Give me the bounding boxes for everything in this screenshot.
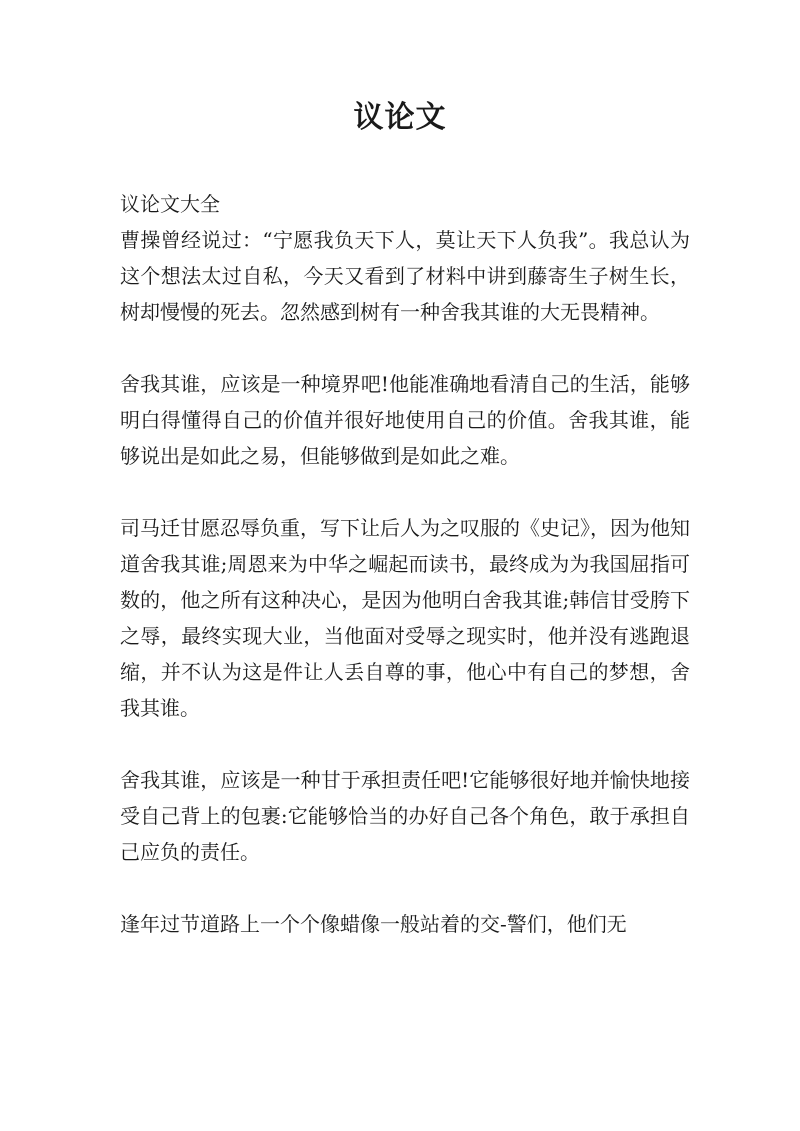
paragraph-3: 司马迁甘愿忍辱负重，写下让后人为之叹服的《史记》，因为他知道舍我其谁;周恩来为中华之崛起而读书，最终成为为我国屈指可数的，他之所有这种决心，是因为他明白舍我其谁;韩信甘受胯下之辱，最终实现大业，当他面对受辱之现实时，他并没有逃跑退缩，并不认为这是件让人丢自尊的事，他心中有自己的梦想，舍我其谁。: [120, 516, 690, 720]
paragraph-1: 曹操曾经说过：“宁愿我负天下人，莫让天下人负我”。我总认为这个想法太过自私，今天又看到了材料中讲到藤寄生子树生长，树却慢慢的死去。忽然感到树有一种舍我其谁的大无畏精神。: [120, 228, 690, 324]
paragraph-2: 舍我其谁，应该是一种境界吧!他能准确地看清自己的生活，能够明白得懂得自己的价值并很好地使用自己的价值。舍我其谁，能够说出是如此之易，但能够做到是如此之难。: [120, 372, 690, 468]
document-subtitle: 议论文大全: [120, 192, 220, 216]
paragraph-5: 逢年过节道路上一个个像蜡像一般站着的交-警们，他们无: [120, 912, 627, 936]
document-title: 议论文: [353, 100, 447, 135]
document-body: [120, 186, 690, 978]
paragraph-4: 舍我其谁，应该是一种甘于承担责任吧!它能够很好地并愉快地接受自己背上的包裹:它能够恰当的办好自己各个角色，敢于承担自己应负的责任。: [120, 768, 690, 864]
